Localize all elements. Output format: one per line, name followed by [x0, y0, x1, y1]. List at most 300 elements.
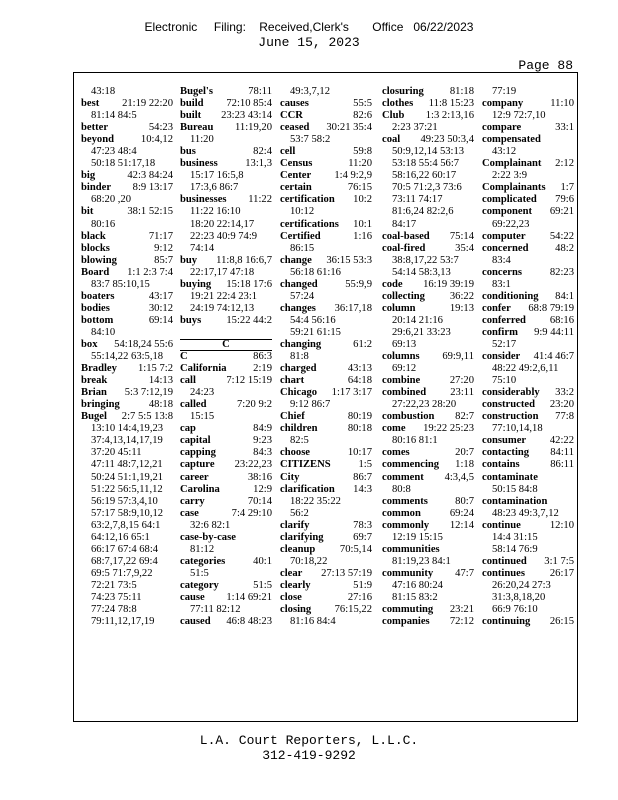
index-term: blowing	[81, 254, 117, 266]
page-line-refs: 16:19 39:19	[423, 278, 474, 290]
page-line-refs: 77:19	[492, 86, 517, 97]
index-entry	[482, 472, 574, 484]
index-continuation	[81, 447, 173, 459]
page-line-refs: 15:17 16:5,8	[190, 170, 244, 182]
page-line-refs: 11:22 16:10	[190, 206, 241, 218]
page-line-refs: 55:14,22 63:5,18	[91, 351, 164, 363]
index-term: break	[81, 375, 108, 387]
index-term: changes	[280, 302, 316, 314]
page-line-refs: 81:15 83:2	[392, 591, 438, 603]
page-line-refs: 48:2	[555, 242, 574, 254]
index-continuation	[382, 315, 474, 327]
page-line-refs: 78:3	[353, 519, 372, 531]
page-line-refs: 38:16	[247, 471, 272, 483]
index-entry	[382, 604, 474, 616]
index-continuation	[280, 206, 372, 218]
page-line-refs: 10:4,12	[140, 134, 173, 146]
page-line-refs: 7:4 29:10	[231, 507, 272, 519]
index-continuation	[81, 568, 173, 580]
index-term: CCR	[280, 110, 303, 122]
page-line-refs: 1:3 2:13,16	[425, 110, 474, 122]
index-continuation	[482, 580, 574, 592]
index-column-3	[280, 86, 372, 628]
index-continuation	[81, 520, 173, 532]
page-line-refs: 78:11	[248, 86, 272, 97]
page-line-refs: 59:8	[353, 146, 372, 158]
page-line-refs: 1:7	[560, 182, 574, 194]
page-line-refs: 84:17	[392, 218, 417, 230]
page-line-refs: 41:4 46:7	[533, 351, 574, 363]
index-continuation	[382, 556, 474, 568]
index-term: beyond	[81, 134, 114, 146]
page-line-refs: 72:10 85:4	[226, 98, 272, 110]
index-entry	[81, 411, 173, 423]
index-entry	[81, 387, 173, 399]
index-entry	[382, 472, 474, 484]
index-term: continued	[482, 555, 527, 567]
index-entry	[280, 279, 372, 291]
index-entry	[382, 351, 474, 363]
index-term: clearly	[280, 579, 311, 591]
index-entry	[482, 411, 574, 423]
index-term: Complainant	[482, 158, 542, 170]
page-line-refs: 49:3,7,12	[290, 86, 331, 97]
page-line-refs: 83:1	[492, 278, 511, 290]
index-entry	[280, 411, 372, 423]
index-term: clarifying	[280, 531, 324, 543]
index-entry	[382, 243, 474, 255]
index-entry	[482, 616, 574, 628]
index-entry	[81, 243, 173, 255]
page-line-refs: 26:20,24 27:3	[492, 579, 551, 591]
page-line-refs: 66:9 76:10	[492, 604, 538, 616]
index-term: combined	[382, 387, 427, 399]
index-term: businesses	[180, 194, 227, 206]
page-line-refs: 2:23 37:21	[392, 122, 438, 134]
index-entry	[280, 219, 372, 231]
index-term: commuting	[382, 604, 434, 616]
index-continuation	[180, 182, 272, 194]
reporter-phone: 312-419-9292	[262, 748, 356, 763]
index-column-2	[180, 86, 272, 628]
index-term: complicated	[482, 194, 537, 206]
page-line-refs: 69:5 71:7,9,22	[91, 567, 153, 579]
index-term: certain	[280, 182, 312, 194]
index-term: chart	[280, 375, 305, 387]
page-line-refs: 43:18	[91, 86, 116, 97]
index-term: Certified	[280, 230, 321, 242]
page-line-refs: 11:10	[550, 98, 574, 110]
page-line-refs: 48:18	[148, 399, 173, 411]
page-line-refs: 2:19	[253, 363, 272, 375]
page-line-refs: 84:9	[253, 423, 272, 435]
page-line-refs: 2:22 3:9	[492, 170, 528, 182]
page-line-refs: 69:22,23	[492, 218, 530, 230]
index-entry	[180, 472, 272, 484]
page-line-refs: 81:19,23 84:1	[392, 555, 451, 567]
page-line-refs: 82:4	[253, 146, 272, 158]
index-entry	[482, 98, 574, 110]
index-continuation	[382, 158, 474, 170]
page-line-refs: 84:10	[91, 326, 116, 338]
index-term: clarification	[280, 483, 335, 495]
page-line-refs: 18:22 35:22	[290, 495, 341, 507]
index-entry	[180, 423, 272, 435]
page-line-refs: 32:6 82:1	[190, 519, 231, 531]
page-line-refs: 69:24	[449, 507, 474, 519]
page-line-refs: 76:15	[347, 182, 372, 194]
page-line-refs: 9:12 86:7	[290, 399, 331, 411]
index-entry	[280, 592, 372, 604]
index-continuation	[382, 170, 474, 182]
page-line-refs: 5:3 7:12,19	[124, 387, 173, 399]
index-entry	[280, 339, 372, 351]
index-entry	[81, 170, 173, 182]
index-continuation	[180, 134, 272, 146]
page-line-refs: 19:13	[449, 302, 474, 314]
page-line-refs: 31:3,8,18,20	[492, 591, 546, 603]
index-entry	[482, 303, 574, 315]
page-line-refs: 37:4,13,14,17,19	[91, 435, 163, 447]
page-line-refs: 51:5	[190, 567, 209, 579]
page-line-refs: 1:5	[358, 459, 372, 471]
page-line-refs: 56:18 61:16	[290, 266, 341, 278]
page-line-refs: 68:7,17,22 69:4	[91, 555, 158, 567]
index-column-1	[81, 86, 173, 628]
page-line-refs: 77:24 78:8	[91, 604, 137, 616]
page-line-refs: 69:21	[549, 206, 574, 218]
index-term: coal-fired	[382, 242, 426, 254]
page-line-refs: 11:8,8 16:6,7	[216, 254, 272, 266]
index-term: conditioning	[482, 290, 539, 302]
page-line-refs: 86:11	[550, 459, 574, 471]
page-line-refs: 56:19 57:3,4,10	[91, 495, 158, 507]
index-continuation	[382, 255, 474, 267]
page-line-refs: 80:18	[347, 423, 372, 435]
index-continuation	[81, 219, 173, 231]
index-entry	[382, 411, 474, 423]
page-line-refs: 2:7 5:5 13:8	[121, 411, 173, 423]
page-line-refs: 84:11	[550, 447, 574, 459]
page-line-refs: 19:22 25:23	[423, 423, 474, 435]
index-continuation	[81, 544, 173, 556]
page-line-refs: 13:1,3	[245, 158, 272, 170]
page-line-refs: 9:9 44:11	[534, 326, 574, 338]
page-line-refs: 57:24	[290, 290, 315, 302]
index-entry	[280, 472, 372, 484]
index-term: buying	[180, 278, 212, 290]
page-line-refs: 50:24 51:1,19,21	[91, 471, 164, 483]
index-continuation	[482, 146, 574, 158]
index-term: capture	[180, 459, 215, 471]
index-continuation	[81, 146, 173, 158]
index-entry	[280, 580, 372, 592]
page-line-refs: 86:3	[253, 351, 272, 363]
index-continuation	[180, 568, 272, 580]
index-entry	[382, 544, 474, 556]
section-letter: C	[180, 339, 272, 351]
page-line-refs: 81:18	[449, 86, 474, 97]
page-line-refs: 70:5 71:2,3 73:6	[392, 182, 462, 194]
index-term: communities	[382, 543, 440, 555]
page-line-refs: 35:4	[455, 242, 474, 254]
index-entry	[280, 182, 372, 194]
page-line-refs: 81:6,24 82:2,6	[392, 206, 454, 218]
blank-line	[180, 327, 272, 339]
index-term: continue	[482, 519, 521, 531]
index-term: binder	[81, 182, 112, 194]
index-continuation	[382, 580, 474, 592]
page-line-refs: 12:10	[549, 519, 574, 531]
index-continuation	[81, 423, 173, 435]
page-line-refs: 26:15	[549, 616, 574, 628]
page-line-refs: 47:23 48:4	[91, 146, 137, 158]
index-entry	[180, 447, 272, 459]
page-line-refs: 54:22	[549, 230, 574, 242]
page-line-refs: 82:7	[455, 411, 474, 423]
page-line-refs: 84:3	[253, 447, 272, 459]
page-line-refs: 85:7	[154, 254, 173, 266]
page-line-refs: 51:22 56:5,11,12	[91, 483, 163, 495]
index-entry	[382, 86, 474, 98]
index-continuation	[382, 363, 474, 375]
index-term: confirm	[482, 326, 518, 338]
index-continuation	[382, 194, 474, 206]
page-line-refs: 1:17 3:17	[331, 387, 372, 399]
page-line-refs: 19:21 22:4 23:1	[190, 290, 258, 302]
index-continuation	[280, 556, 372, 568]
page-line-refs: 70:5,14	[339, 543, 372, 555]
page-line-refs: 20:14 21:16	[392, 314, 443, 326]
index-term: closing	[280, 604, 312, 616]
index-entry	[482, 134, 574, 146]
index-continuation	[382, 484, 474, 496]
index-term: best	[81, 98, 100, 110]
index-continuation	[482, 423, 574, 435]
page-line-refs: 56:2	[290, 507, 309, 519]
index-entry	[382, 110, 474, 122]
index-term: ceased	[280, 122, 310, 134]
index-continuation	[180, 411, 272, 423]
index-term: Chicago	[280, 387, 318, 399]
index-entry	[280, 146, 372, 158]
index-term: continues	[482, 567, 525, 579]
page-line-refs: 7:20 9:2	[236, 399, 272, 411]
index-term: confer	[482, 302, 511, 314]
index-entry	[180, 375, 272, 387]
index-term: change	[280, 254, 312, 266]
index-entry	[482, 387, 574, 399]
index-entry	[180, 484, 272, 496]
page-line-refs: 64:12,16 65:1	[91, 531, 150, 543]
index-term: case-by-case	[180, 531, 236, 543]
index-entry	[280, 423, 372, 435]
index-continuation	[280, 315, 372, 327]
index-term: companies	[382, 616, 430, 628]
index-term: capping	[180, 447, 216, 459]
index-term: bringing	[81, 399, 120, 411]
index-continuation	[180, 231, 272, 243]
index-continuation	[382, 267, 474, 279]
page-line-refs: 69:14	[148, 314, 173, 326]
index-entry	[280, 520, 372, 532]
index-term: Complainants	[482, 182, 546, 194]
index-continuation	[482, 219, 574, 231]
page-line-refs: 55:9,9	[345, 278, 372, 290]
index-entry	[280, 568, 372, 580]
index-term: called	[180, 399, 207, 411]
page-line-refs: 26:17	[549, 567, 574, 579]
page-line-refs: 72:21 73:5	[91, 579, 137, 591]
index-term: blocks	[81, 242, 110, 254]
page-line-refs: 81:12	[190, 543, 215, 555]
index-term: carry	[180, 495, 205, 507]
page-line-refs: 15:22 44:2	[226, 314, 272, 326]
index-term: consider	[482, 351, 521, 363]
index-entry	[482, 243, 574, 255]
index-entry	[382, 231, 474, 243]
index-continuation	[482, 363, 574, 375]
index-term: comments	[382, 495, 428, 507]
index-entry	[280, 122, 372, 134]
page-line-refs: 58:14 76:9	[492, 543, 538, 555]
index-continuation	[81, 279, 173, 291]
index-entry	[482, 158, 574, 170]
index-continuation	[280, 327, 372, 339]
index-entry	[81, 363, 173, 375]
index-entry	[180, 556, 272, 568]
index-term: bodies	[81, 302, 110, 314]
index-entry	[180, 459, 272, 471]
index-term: cleanup	[280, 543, 316, 555]
page-line-refs: 11:19,20	[235, 122, 272, 134]
page-line-refs: 74:23 75:11	[91, 591, 142, 603]
page-line-refs: 76:15,22	[334, 604, 372, 616]
index-term: concerned	[482, 242, 529, 254]
index-term: Carolina	[180, 483, 220, 495]
index-term: changing	[280, 338, 322, 350]
index-continuation	[81, 616, 173, 628]
index-term: computer	[482, 230, 526, 242]
index-continuation	[180, 243, 272, 255]
index-term: built	[180, 110, 202, 122]
index-entry	[180, 532, 272, 544]
page-line-refs: 1:4 9:2,9	[334, 170, 372, 182]
page-line-refs: 50:15 84:8	[492, 483, 538, 495]
index-entry	[180, 194, 272, 206]
index-continuation	[180, 206, 272, 218]
index-entry	[180, 86, 272, 98]
index-continuation	[382, 399, 474, 411]
page-line-refs: 27:22,23 28:20	[392, 399, 457, 411]
index-entry	[280, 387, 372, 399]
index-continuation	[382, 592, 474, 604]
page-line-refs: 27:13 57:19	[321, 567, 372, 579]
index-term: Board	[81, 266, 110, 278]
index-term: community	[382, 567, 434, 579]
index-term: bottom	[81, 314, 114, 326]
page-line-refs: 75:14	[449, 230, 474, 242]
index-term: call	[180, 375, 196, 387]
page-line-refs: 54:18,24 55:6	[114, 338, 173, 350]
page-line-refs: 71:17	[148, 230, 173, 242]
page-line-refs: 24:23	[190, 387, 215, 399]
index-entry	[81, 267, 173, 279]
index-term: choose	[280, 447, 311, 459]
index-term: California	[180, 363, 227, 375]
index-continuation	[180, 544, 272, 556]
index-entry	[482, 231, 574, 243]
index-entry	[382, 447, 474, 459]
index-continuation	[382, 206, 474, 218]
index-term: Bureau	[180, 122, 214, 134]
page-line-refs: 53:18 55:4 56:7	[392, 158, 460, 170]
page-line-refs: 11:20	[190, 134, 214, 146]
index-continuation	[280, 134, 372, 146]
page-line-refs: 2:12	[555, 158, 574, 170]
index-continuation	[81, 158, 173, 170]
page-line-refs: 86:7	[353, 471, 372, 483]
page-line-refs: 47:16 80:24	[392, 579, 443, 591]
index-continuation	[280, 508, 372, 520]
index-term: concerns	[482, 266, 523, 278]
index-term: CITIZENS	[280, 459, 331, 471]
page-line-refs: 42:3 84:24	[127, 170, 173, 182]
page-line-refs: 36:22	[449, 290, 474, 302]
page-line-refs: 48:23 49:3,7,12	[492, 507, 559, 519]
index-continuation	[482, 170, 574, 182]
index-term: columns	[382, 351, 420, 363]
page-line-refs: 82:6	[353, 110, 372, 122]
reporter-company: L.A. Court Reporters, L.L.C.	[199, 733, 419, 748]
page-line-refs: 54:4 56:16	[290, 314, 336, 326]
index-term: children	[280, 423, 318, 435]
index-term: Bugel's	[180, 86, 213, 97]
index-continuation	[81, 508, 173, 520]
index-entry	[280, 363, 372, 375]
index-term: bus	[180, 146, 196, 158]
index-entry	[482, 315, 574, 327]
index-continuation	[280, 86, 372, 98]
index-entry	[382, 423, 474, 435]
index-term: combustion	[382, 411, 435, 423]
page-line-refs: 68:20 ,20	[91, 194, 132, 206]
page-line-refs: 77:8	[555, 411, 574, 423]
page-line-refs: 21:19 22:20	[122, 98, 173, 110]
index-term: cap	[180, 423, 196, 435]
page-line-refs: 43:12	[492, 146, 517, 158]
index-term: coal-based	[382, 230, 430, 242]
page-line-refs: 9:12	[154, 242, 173, 254]
page-line-refs: 47:11 48:7,12,21	[91, 459, 163, 471]
index-term: Census	[280, 158, 313, 170]
page-line-refs: 70:18,22	[290, 555, 328, 567]
page-line-refs: 58:16,22 60:17	[392, 170, 457, 182]
page-line-refs: 73:11 74:17	[392, 194, 443, 206]
index-entry	[81, 291, 173, 303]
index-term: comes	[382, 447, 410, 459]
index-term: business	[180, 158, 218, 170]
page-line-refs: 23:22,23	[234, 459, 272, 471]
index-entry	[81, 182, 173, 194]
index-term: box	[81, 338, 98, 350]
index-continuation	[81, 484, 173, 496]
page-line-refs: 80:8	[392, 483, 411, 495]
index-term: code	[382, 278, 403, 290]
index-term: coal	[382, 134, 401, 146]
index-continuation	[382, 146, 474, 158]
page-line-refs: 83:7 85:10,15	[91, 278, 150, 290]
